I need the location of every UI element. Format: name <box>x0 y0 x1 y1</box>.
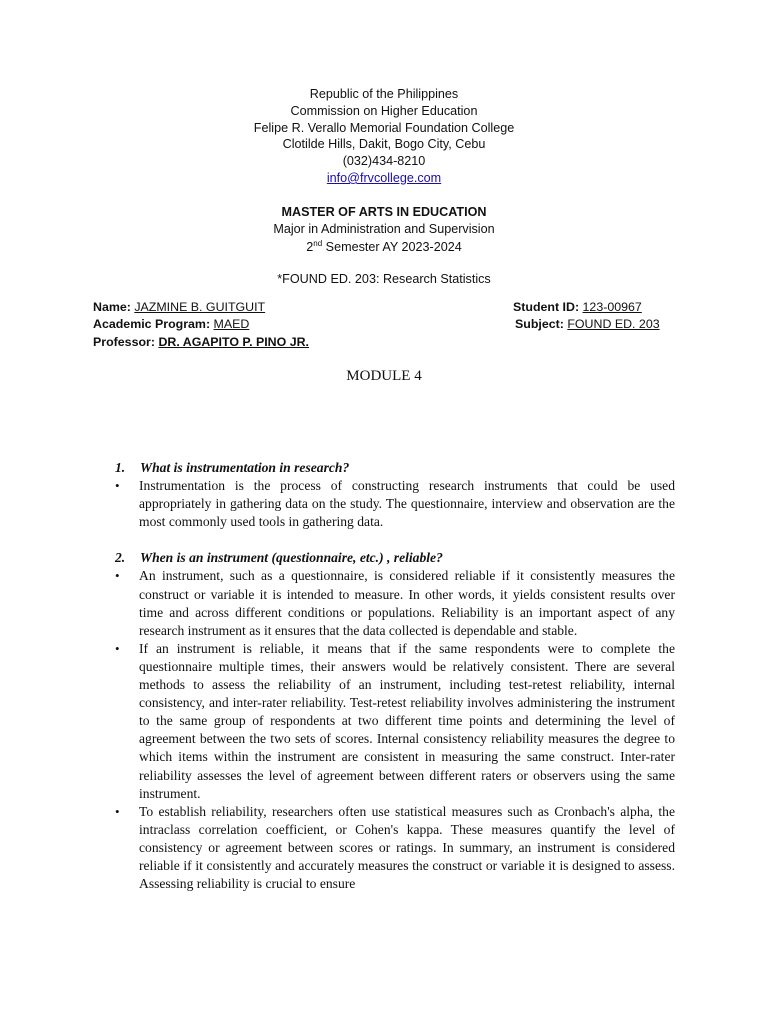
institution-header <box>0 86 768 187</box>
program-row: Academic Program: MAED <box>93 317 250 332</box>
answer-1-bullet-1: • Instrumentation is the process of constructing research instruments that could be used appropriately in gathering data on the study. The questionnaire, interview and observation are the most commonly used tools in gathering data. <box>115 477 675 531</box>
answer-2-bullet-1: • An instrument, such as a questionnaire, is considered reliable if it consistently measures the construct or variable it is intended to measure. In other words, it yields consistent results over time and across different conditions or populations. Reliability is an important aspect of any research instrument as it ensures that the data collected is dependable and stable. <box>115 567 675 639</box>
professor-row: Professor: DR. AGAPITO P. PINO JR. <box>93 334 309 349</box>
header-line-commission: Commission on Higher Education <box>290 103 478 118</box>
subject-row: Subject: FOUND ED. 203 <box>515 317 660 332</box>
bullet-icon: • <box>115 640 120 656</box>
bullet-icon: • <box>115 803 120 819</box>
name-row: Name: JAZMINE B. GUITGUIT <box>93 300 266 314</box>
student-name: JAZMINE B. GUITGUIT <box>134 300 266 314</box>
module-content <box>115 459 675 893</box>
header-line-address: Clotilde Hills, Dakit, Bogo City, Cebu <box>282 137 486 152</box>
question-1: 1. What is instrumentation in research? <box>115 460 350 475</box>
student-id: 123-00967 <box>582 300 642 314</box>
header-line-college: Felipe R. Verallo Memorial Foundation College <box>253 120 515 135</box>
answer-2-bullet-2: • If an instrument is reliable, it means that if the same respondents were to complete the questionnaire multiple times, their answers would be relatively consistent. There are several methods to assess the reliability of an instrument, including test-retest reliability, internal consistency, and inter-rater reliability. Test-retest reliability involves administering the instrument to the same group of respondents at two different time points and determining the level of agreement between the two sets of scores. Internal consistency reliability measures the degree to which items within the instrument are consistent in measuring the same construct. Inter-rater reliability assesses the level of agreement between different raters or observers using the same instrument. <box>115 640 675 803</box>
program-major: Major in Administration and Supervision <box>273 222 495 237</box>
bullet-icon: • <box>115 478 120 494</box>
header-line-republic: Republic of the Philippines <box>309 87 459 101</box>
subject: FOUND ED. 203 <box>567 317 660 332</box>
student-info-left <box>93 299 309 351</box>
header-line-phone: (032)434-8210 <box>342 154 426 169</box>
program-block <box>0 204 768 256</box>
academic-program: MAED <box>213 317 250 332</box>
student-id-row: Student ID: 123-00967 <box>513 300 642 314</box>
student-info-right <box>513 299 660 334</box>
email-link[interactable]: info@frvcollege.com <box>326 170 442 185</box>
program-title: MASTER OF ARTS IN EDUCATION <box>281 205 487 219</box>
module-title: MODULE 4 <box>346 368 422 384</box>
professor-name: DR. AGAPITO P. PINO JR. <box>158 334 309 349</box>
answer-2-bullet-3: • To establish reliability, researchers often use statistical measures such as Cronbach's alpha, the intraclass correlation coefficient, or Cohen's kappa. These measures quantify the level of consistency or agreement between scores or ratings. In summary, an instrument is considered reliable if it consistently and accurately measures the construct or variable it is designed to assess. Assessing reliability is crucial to ensure <box>115 803 675 893</box>
program-semester: 2nd Semester AY 2023-2024 <box>306 238 462 254</box>
bullet-icon: • <box>115 568 120 584</box>
course-title: *FOUND ED. 203: Research Statistics <box>277 272 491 286</box>
question-2: 2. When is an instrument (questionnaire, etc.) , reliable? <box>115 550 443 566</box>
